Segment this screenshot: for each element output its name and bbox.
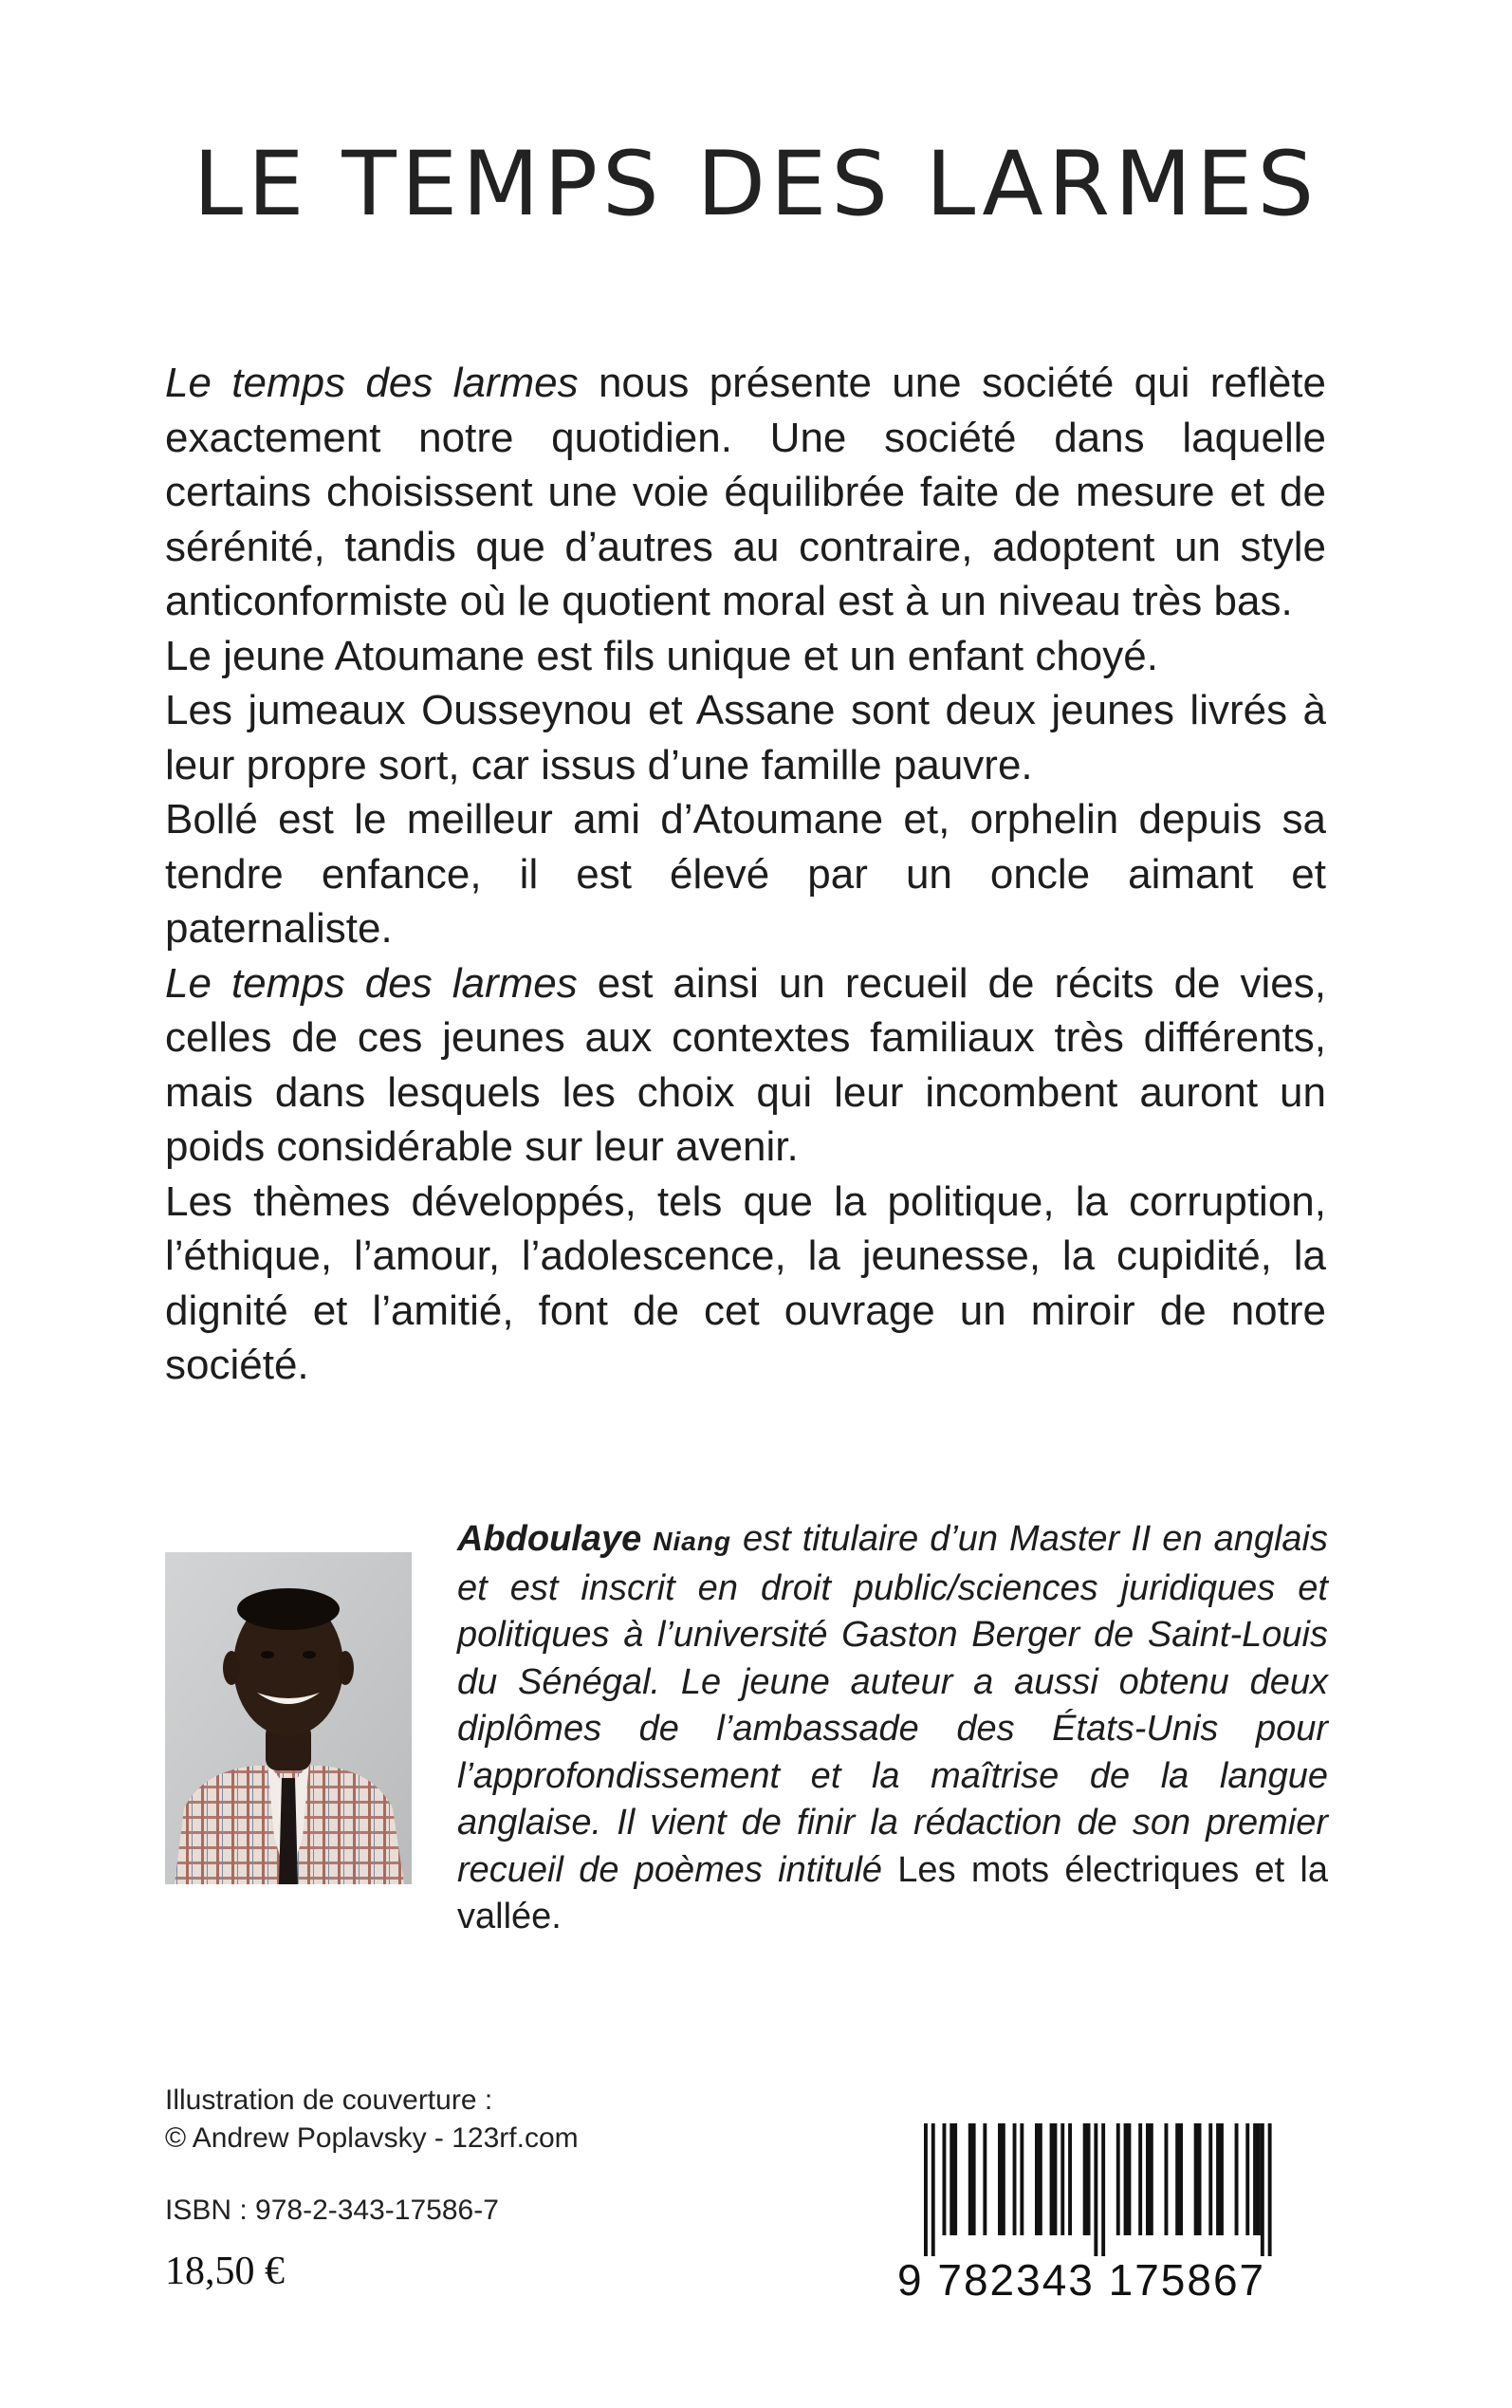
blurb-paragraph: Bollé est le meilleur ami d’Atoumane et, orphelin depuis sa tendre enfance, il est élevé par un oncle aimant et paternaliste. bbox=[165, 796, 1326, 952]
barcode-bar bbox=[1035, 2123, 1042, 2235]
blurb-paragraph: Le jeune Atoumane est fils unique et un enfant choyé. bbox=[165, 632, 1158, 679]
barcode-bar bbox=[1116, 2123, 1120, 2235]
barcode-bar bbox=[968, 2123, 976, 2235]
barcode-bar bbox=[1068, 2123, 1072, 2235]
barcode-bar bbox=[983, 2123, 986, 2235]
back-cover-blurb bbox=[165, 356, 1326, 1393]
barcode-bar bbox=[1124, 2123, 1132, 2235]
barcode-bar bbox=[1094, 2123, 1097, 2256]
barcode-bar bbox=[1245, 2123, 1249, 2235]
barcode-bar bbox=[998, 2123, 1005, 2235]
barcode-bar bbox=[1050, 2123, 1058, 2235]
barcode-bar bbox=[1013, 2123, 1017, 2235]
barcode-bar bbox=[1060, 2123, 1064, 2235]
blurb-paragraph bbox=[165, 956, 1326, 1175]
price: 18,50 € bbox=[165, 2250, 285, 2293]
barcode-bar bbox=[1146, 2123, 1153, 2235]
blurb-paragraph: Les jumeaux Ousseynou et Assane sont deux jeunes livrés à leur propre sort, car issus d’une famille pauvre. bbox=[165, 687, 1326, 788]
barcode-bar bbox=[1194, 2123, 1202, 2235]
author-poem-collection-title: Les mots électriques et la vallée. bbox=[457, 1849, 1328, 1936]
barcode-bar bbox=[1261, 2123, 1264, 2256]
blurb-title-italic: Le temps des larmes bbox=[165, 360, 579, 406]
barcode-bar bbox=[1101, 2123, 1105, 2256]
book-title: LE TEMPS DES LARMES bbox=[193, 133, 1319, 236]
blurb-title-italic: Le temps des larmes bbox=[165, 959, 578, 1007]
barcode-bar bbox=[1083, 2123, 1091, 2235]
author-photo bbox=[165, 1552, 412, 1884]
barcode-bar bbox=[1235, 2123, 1239, 2235]
isbn: ISBN : 978-2-343-17586-7 bbox=[165, 2195, 499, 2226]
barcode-digits: 9 782343 175867 bbox=[897, 2255, 1266, 2305]
blurb-text: nous présente une société qui reflète exactement notre quotidien. Une société dans laquelle certains choisissent une voie équilibrée faite de mesure et de sérénité, tandis que d’autres au contraire, adoptent un style anticonformiste où le quotient moral est à un niveau très bas. bbox=[165, 360, 1326, 624]
author-bio-text: est titulaire d’un Master II en anglais et est inscrit en droit public/sciences juridiques et politiques à l’université Gaston Berger de Saint-Louis du Sénégal. Le jeune auteur a aussi obtenu deux diplômes de l’ambassade des États-Unis pour l’approfondissement et la maîtrise de la langue anglaise. Il vient de finir la rédaction de son premier recueil de poèmes intitulé bbox=[457, 1519, 1328, 1890]
blurb-text: est ainsi un recueil de récits de vies, celles de ces jeunes aux contextes familiaux très différents, mais dans lesquels les choix qui leur incombent auront un poids considérable sur leur avenir. bbox=[165, 959, 1326, 1170]
credit-source: © Andrew Poplavsky - 123rf.com bbox=[165, 2122, 579, 2154]
author-last-name: Niang bbox=[653, 1527, 732, 1556]
author-bio bbox=[457, 1516, 1328, 1941]
barcode-bar bbox=[1253, 2123, 1261, 2235]
cover-illustration-credit bbox=[165, 2082, 829, 2158]
barcode-bar bbox=[1216, 2123, 1224, 2235]
credit-label: Illustration de couverture : bbox=[165, 2084, 493, 2116]
barcode-bar bbox=[924, 2123, 928, 2256]
barcode-bar bbox=[1138, 2123, 1142, 2235]
barcode-bar bbox=[1165, 2123, 1169, 2235]
barcode-bar bbox=[1268, 2123, 1272, 2256]
author-first-name: Abdoulaye bbox=[457, 1519, 642, 1559]
barcode-bar bbox=[931, 2123, 935, 2256]
blurb-paragraph: Les thèmes développés, tels que la politique, la corruption, l’éthique, l’amour, l’adolescence, la jeunesse, la cupidité, la dignité et l’amitié, font de cet ouvrage un miroir de notre société. bbox=[165, 1177, 1326, 1388]
barcode-bar bbox=[1208, 2123, 1212, 2235]
blurb-paragraph bbox=[165, 356, 1326, 629]
barcode-bar bbox=[1020, 2123, 1023, 2235]
barcode-bar bbox=[1175, 2123, 1183, 2235]
barcode-bar bbox=[950, 2123, 957, 2235]
barcode-bar bbox=[943, 2123, 947, 2235]
